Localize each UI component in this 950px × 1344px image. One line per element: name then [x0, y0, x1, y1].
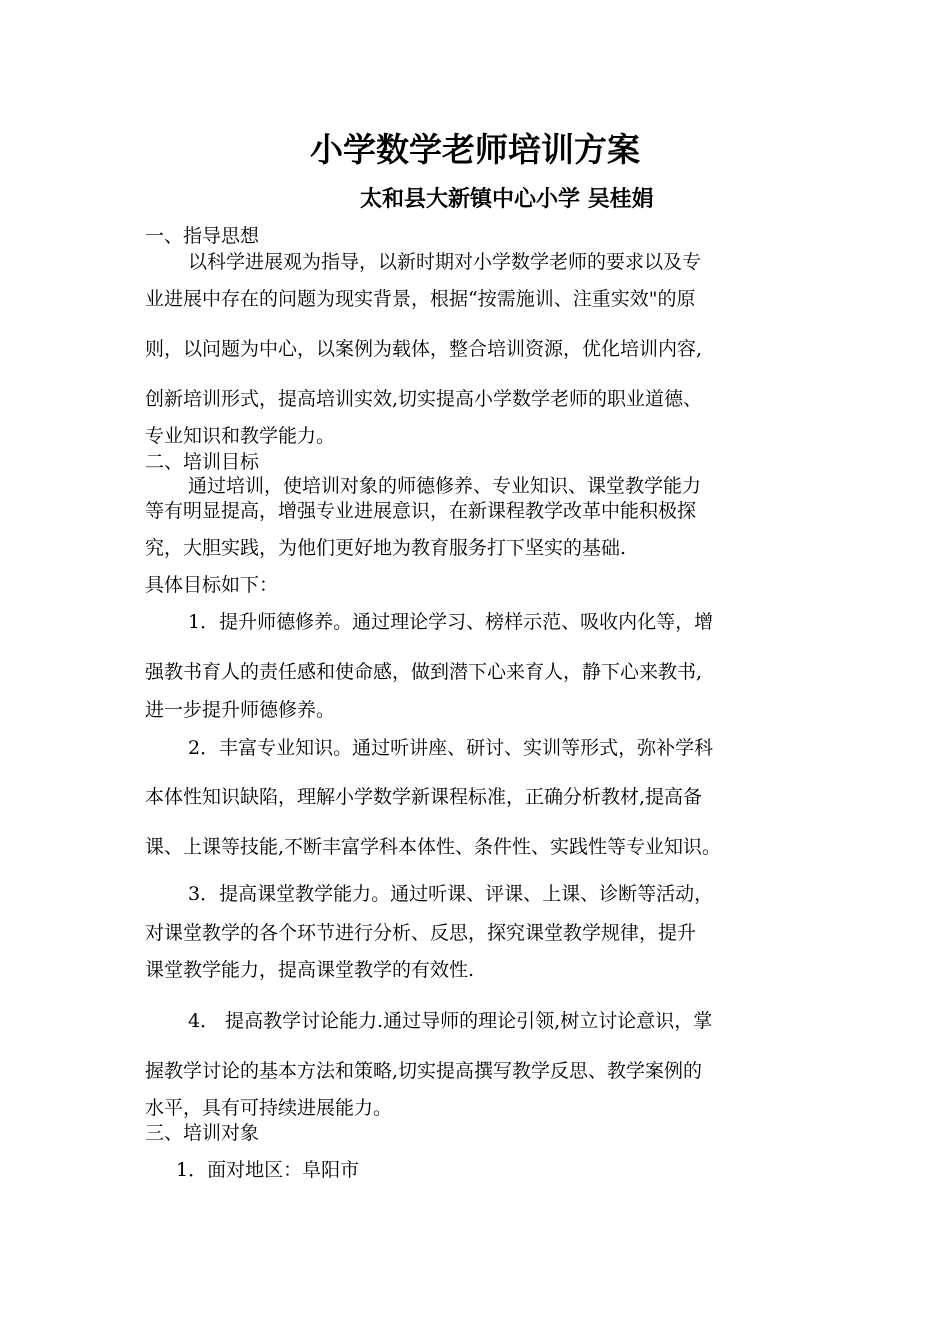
- paragraph-line: 则，以问题为中心，以案例为载体，整合培训资源，优化培训内容,: [145, 338, 703, 360]
- paragraph-line: 握教学讨论的基本方法和策略,切实提高撰写教学反思、教学案例的: [145, 1060, 703, 1082]
- paragraph-line: 究，大胆实践，为他们更好地为教育服务打下坚实的基础.: [145, 537, 627, 559]
- paragraph-line: 业进展中存在的问题为现实背景，根据“按需施训、注重实效"的原: [145, 288, 696, 310]
- paragraph-line: 课堂教学能力，提高课堂教学的有效性.: [145, 959, 475, 981]
- section-heading: 一、指导思想: [145, 225, 260, 247]
- paragraph-line: 对课堂教学的各个环节进行分析、反思，探究课堂教学规律，提升: [145, 922, 697, 944]
- paragraph-line: 通过培训，使培训对象的师德修养、专业知识、课堂教学能力: [188, 475, 702, 497]
- paragraph-line: 本体性知识缺陷，理解小学数学新课程标准，正确分析教材,提高备: [145, 786, 703, 808]
- paragraph-line: 水平，具有可持续进展能力。: [145, 1097, 393, 1119]
- document-title: 小学数学老师培训方案: [310, 130, 640, 169]
- paragraph-line: 具体目标如下：: [145, 574, 279, 596]
- paragraph-line: 强教书育人的责任感和使命感，做到潜下心来育人，静下心来教书,: [145, 661, 703, 683]
- section-heading: 三、培训对象: [145, 1122, 260, 1144]
- list-item: 3．提高课堂教学能力。通过听课、评课、上课、诊断等活动，: [188, 883, 714, 905]
- paragraph-line: 等有明显提高，增强专业进展意识，在新课程教学改革中能积极探: [145, 500, 697, 522]
- paragraph-line: 创新培训形式，提高培训实效,切实提高小学数学老师的职业道德、: [145, 388, 703, 410]
- list-item: 1．面对地区：阜阳市: [176, 1159, 360, 1181]
- list-item: 2．丰富专业知识。通过听讲座、研讨、实训等形式，弥补学科: [188, 737, 714, 759]
- paragraph-line: 课、上课等技能,不断丰富学科本体性、条件性、实践性等专业知识。: [145, 836, 722, 858]
- paragraph-line: 进一步提升师德修养。: [145, 699, 336, 721]
- list-item: 4． 提高教学讨论能力.通过导师的理论引领,树立讨论意识，掌: [188, 1010, 713, 1032]
- section-heading: 二、培训目标: [145, 451, 260, 473]
- paragraph-line: 专业知识和教学能力。: [145, 425, 336, 447]
- list-item: 1．提升师德修养。通过理论学习、榜样示范、吸收内化等，增: [188, 611, 714, 633]
- paragraph-line: 以科学进展观为指导，以新时期对小学数学老师的要求以及专: [188, 251, 702, 273]
- document-author: 太和县大新镇中心小学 吴桂娟: [360, 187, 654, 212]
